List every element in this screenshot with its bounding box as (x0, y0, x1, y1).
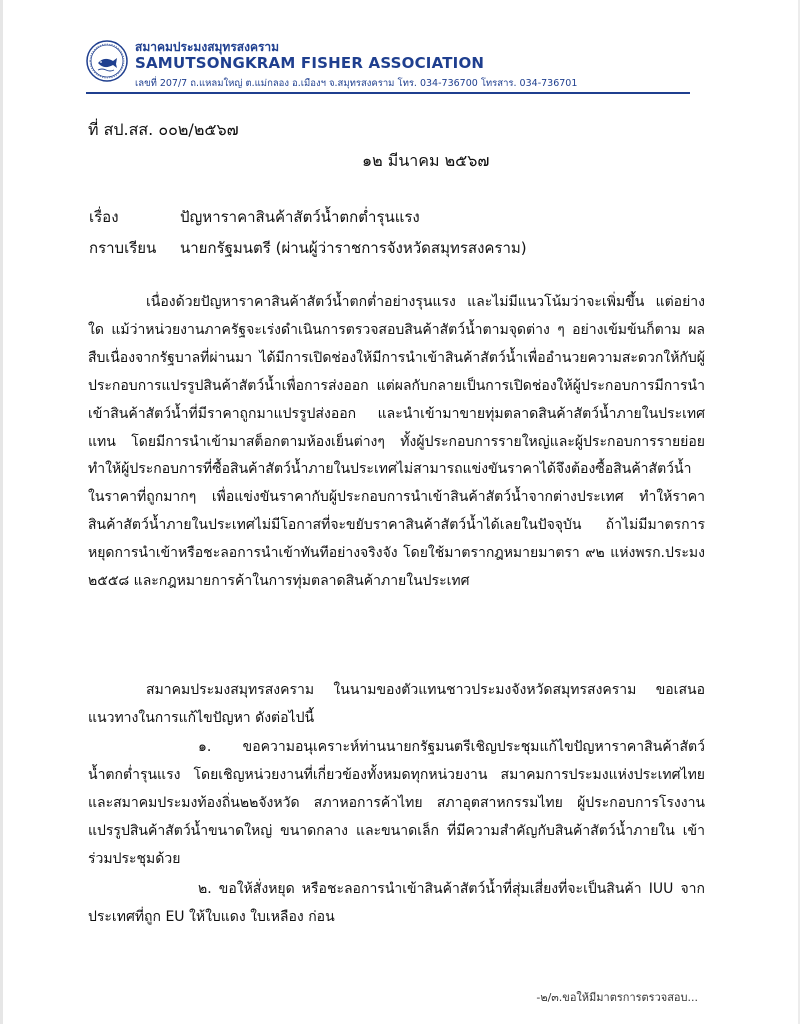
subject-label: เรื่อง (89, 208, 119, 226)
fisher-association-seal-icon (86, 40, 128, 82)
proposal-item-1: ๑. ขอความอนุเคราะห์ท่านนายกรัฐมนตรีเชิญประชุมแก้ไขปัญหาราคาสินค้าสัตว์น้ำตกต่ำรุนแรง โดยเชิญหน่วยงานที่เกี่ยวข้องทั้งหมดทุกหน่วยงาน สมาคมการประมงแห่งประเทศไทยและสมาคมประมงท้องถิ่น๒๒จังหวัด สภาหอการค้าไทย สภาอุตสาหกรรมไทย ผู้ประกอบการโรงงานแปรรูปสินค้าสัตว์น้ำขนาดใหญ่ ขนาดกลาง และขนาดเล็ก ที่มีความสำคัญกับสินค้าสัตว์น้ำภายใน เข้าร่วมประชุมด้วย (88, 739, 705, 867)
org-name-english: SAMUTSONGKRAM FISHER ASSOCIATION (135, 54, 485, 72)
document-number: ที่ สป.สส. ๐๐๒/๒๕๖๗ (88, 120, 239, 139)
body-paragraph-1: เนื่องด้วยปัญหาราคาสินค้าสัตว์น้ำตกต่ำอย่างรุนแรง และไม่มีแนวโน้มว่าจะเพิ่มขึ้น แต่อย่างใด แม้ว่าหน่วยงานภาครัฐจะเร่งดำเนินการตรวจสอบสินค้าสัตว์น้ำตามจุดต่าง ๆ อย่างเข้มข้นก็ตาม ผลสืบเนื่องจากรัฐบาลที่ผ่านมา ได้มีการเปิดช่องให้มีการนำเข้าสินค้าสัตว์น้ำเพื่ออำนวยความสะดวกให้กับผู้ประกอบการแปรรูปสินค้าสัตว์น้ำเพื่อการส่งออก แต่ผลกับกลายเป็นการเปิดช่องให้ผู้ประกอบการมีการนำเข้าสินค้าสัตว์น้ำที่มีราคาถูกมาแปรรูปส่งออก และนำเข้ามาขายทุ่มตลาดสินค้าสัตว์น้ำภายในประเทศแทน โดยมีการนำเข้ามาสต็อกตามห้องเย็นต่างๆ ทั้งผู้ประกอบการรายใหญ่และผู้ประกอบการรายย่อย ทำให้ผู้ประกอบการที่ซื้อสินค้าสัตว์น้ำภายในประเทศไม่สามารถแข่งขันราคาได้จึงต้องซื้อสินค้าสัตว์น้ำในราคาที่ถูกมากๆ เพื่อแข่งขันราคากับผู้ประกอบการนำเข้าสินค้าสัตว์น้ำจากต่างประเทศ ทำให้ราคาสินค้าสัตว์น้ำภายในประเทศไม่มีโอกาสที่จะขยับราคาสินค้าสัตว์น้ำได้เลยในปัจจุบัน ถ้าไม่มีมาตรการหยุดการนำเข้าหรือชะลอการนำเข้าทันทีอย่างจริงจัง โดยใช้มาตรากฎหมายมาตรา ๙๒ แห่งพรก.ประมง ๒๕๕๘ และกฎหมายการค้าในการทุ่มตลาดสินค้าภายในประเทศ (88, 294, 705, 590)
document-date: ๑๒ มีนาคม ๒๕๖๗ (362, 151, 490, 170)
proposal-item-2: ๒. ขอให้สั่งหยุด หรือชะลอการนำเข้าสินค้าสัตว์น้ำที่สุ่มเสี่ยงที่จะเป็นสินค้า IUU จากประเทศที่ถูก EU ให้ใบแดง ใบเหลือง ก่อน (88, 881, 705, 925)
org-address: เลขที่ 207/7 ถ.แหลมใหญ่ ต.แม่กลอง อ.เมืองฯ จ.สมุทรสงคราม โทร. 034-736700 โทรสาร. 034-736701 (135, 78, 578, 89)
body-paragraph-2: สมาคมประมงสมุทรสงคราม ในนามของตัวแทนชาวประมงจังหวัดสมุทรสงคราม ขอเสนอแนวทางในการแก้ไขปัญหา ดังต่อไปนี้ (88, 682, 705, 726)
letterhead-rule (86, 92, 690, 94)
subject-value: ปัญหาราคาสินค้าสัตว์น้ำตกต่ำรุนแรง (180, 208, 420, 226)
continuation-note: -๒/๓.ขอให้มีมาตรการตรวจสอบ... (536, 991, 698, 1004)
recipient-label: กราบเรียน (89, 239, 157, 257)
org-name-thai: สมาคมประมงสมุทรสงคราม (135, 40, 280, 54)
page-edge-left (0, 0, 3, 1024)
recipient-value: นายกรัฐมนตรี (ผ่านผู้ว่าราชการจังหวัดสมุทรสงคราม) (180, 239, 527, 257)
